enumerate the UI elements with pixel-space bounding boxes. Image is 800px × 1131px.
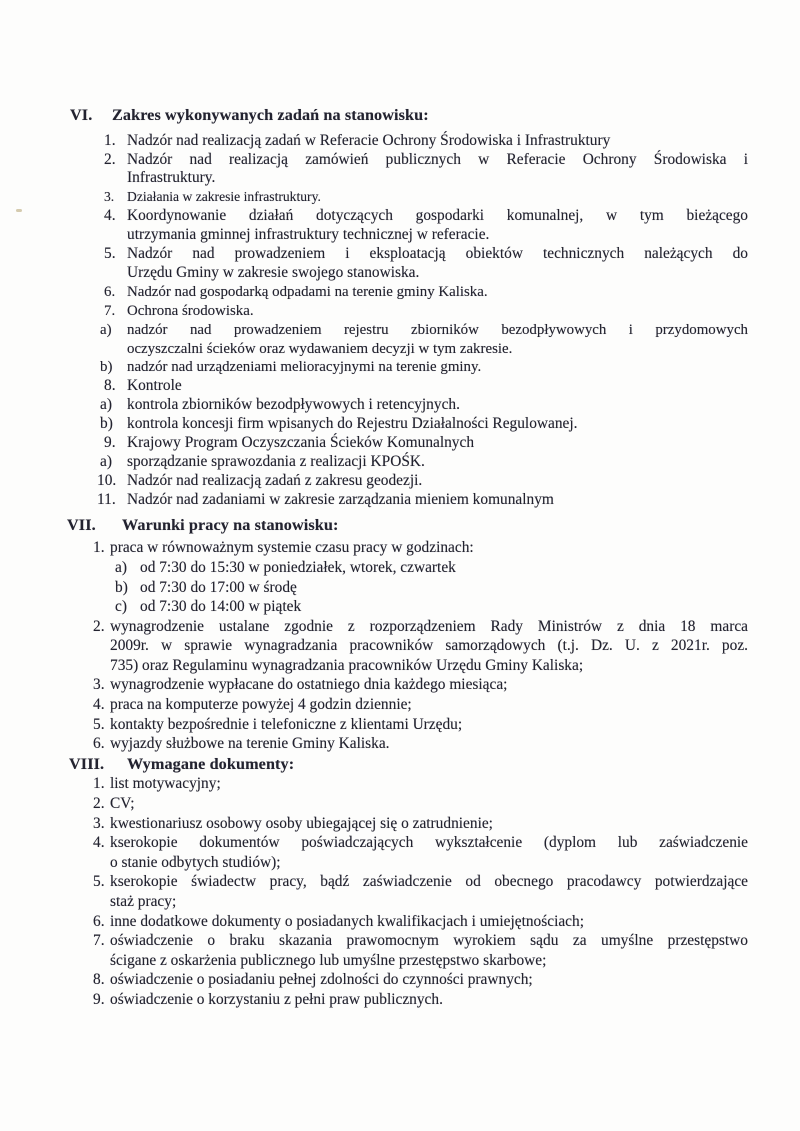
item-marker: 4. [104, 207, 116, 225]
item-line: nadzór nad urządzeniami melioracyjnymi na terenie gminy. [127, 359, 482, 376]
item-marker: 5. [104, 245, 116, 263]
item-line: 2009r. w sprawie wynagradzania pracowników samorządowych (t.j. Dz. U. z 2021r. poz. [110, 637, 748, 655]
item-line: sporządzanie sprawozdania z realizacji KPOŚK. [127, 453, 425, 470]
section-viii [0, 755, 800, 1010]
item-marker: 8. [104, 377, 116, 395]
item-text [127, 245, 748, 283]
item-line: Działania w zakresie infrastruktury. [127, 189, 321, 205]
item-text [110, 912, 748, 932]
item-marker: 9. [93, 990, 105, 1008]
list-item [0, 872, 800, 911]
item-text [127, 434, 748, 453]
section-header [0, 755, 800, 775]
item-text [127, 396, 748, 415]
item-marker: 2. [104, 150, 116, 168]
list-item [0, 774, 800, 794]
item-text [110, 617, 748, 676]
list-item [0, 833, 800, 872]
scan-speck [16, 209, 22, 212]
item-line: kserokopie dokumentów poświadczających wykształcenie (dyplom lub zaświadczenie [110, 834, 748, 852]
item-line: ścigane z oskarżenia publicznego lub umyślne przestępstwo skarbowe; [110, 951, 547, 969]
list-item [0, 358, 800, 377]
list-item [0, 794, 800, 814]
list-item [0, 715, 800, 735]
item-text [110, 538, 748, 558]
item-marker: 7. [93, 932, 105, 950]
item-line: Nadzór nad realizacją zadań z zakresu geodezji. [127, 471, 423, 489]
item-marker: 4. [93, 696, 105, 714]
item-marker: b) [100, 415, 113, 433]
section-numeral: VIII. [69, 754, 105, 773]
item-line: oświadczenie o posiadaniu pełnej zdolności do czynności prawnych; [110, 971, 533, 989]
item-text [127, 283, 748, 302]
list-item [0, 415, 800, 434]
item-text [127, 321, 748, 359]
list-item [0, 207, 800, 245]
list-item [0, 132, 800, 151]
item-line: inne dodatkowe dokumenty o posiadanych kwalifikacjach i umiejętnościach; [110, 912, 584, 930]
list-item [0, 472, 800, 491]
list-item [0, 990, 800, 1010]
item-marker: a) [100, 396, 112, 414]
item-text [110, 990, 748, 1010]
item-text [127, 132, 748, 151]
list-item [0, 538, 800, 558]
item-line: wyjazdy służbowe na terenie Gminy Kaliska. [110, 735, 390, 753]
item-marker: c) [115, 598, 127, 616]
item-text [127, 491, 748, 510]
item-text [127, 358, 748, 377]
list-item [0, 734, 800, 754]
item-text [110, 715, 748, 735]
item-line: Kontrole [127, 377, 182, 395]
item-marker: 6. [93, 912, 105, 930]
item-marker: 2. [93, 795, 105, 813]
section-vii [0, 516, 800, 754]
item-line: kserokopie świadectw pracy, bądź zaświadczenie od obecnego pracodawcy potwierdzające [110, 873, 748, 891]
item-line: utrzymania gminnej infrastruktury technicznej w referacie. [127, 226, 490, 244]
section-items [0, 774, 800, 1009]
item-line: kontrola zbiorników bezodpływowych i retencyjnych. [127, 396, 460, 414]
item-line: CV; [110, 795, 135, 813]
item-line: Urzędu Gminy w zakresie swojego stanowiska. [127, 263, 420, 281]
item-line: Nadzór nad zadaniami w zakresie zarządzania mieniem komunalnym [127, 490, 554, 508]
item-line: Nadzór nad gospodarką odpadami na terenie gminy Kaliska. [127, 283, 488, 300]
section-items [0, 538, 800, 754]
item-marker: a) [100, 321, 112, 338]
section-heading: Warunki pracy na stanowisku: [122, 515, 339, 534]
item-text [110, 774, 748, 794]
section-numeral: VI. [70, 106, 93, 124]
item-marker: 3. [93, 676, 105, 694]
item-line: od 7:30 do 15:30 w poniedziałek, wtorek, czwartek [140, 558, 456, 576]
item-line: oczyszczalni ścieków oraz wydawaniem decyzji w tym zakresie. [127, 340, 513, 357]
item-line: 735) oraz Regulaminu wynagradzania pracowników Urzędu Gminy Kaliska; [110, 656, 584, 674]
item-text [140, 558, 748, 578]
item-line: kwestionariusz osobowy osoby ubiegającej się o zatrudnienie; [110, 814, 493, 832]
item-marker: 6. [104, 283, 116, 300]
item-text [110, 833, 748, 872]
item-line: staż pracy; [110, 893, 177, 910]
list-item [0, 617, 800, 676]
item-line: o stanie odbytych studiów); [110, 853, 281, 871]
list-item [0, 151, 800, 189]
item-text [127, 207, 748, 245]
item-line: kontakty bezpośrednie i telefoniczne z klientami Urzędu; [110, 715, 463, 733]
item-marker: 7. [104, 302, 116, 319]
item-line: Krajowy Program Oczyszczania Ścieków Komunalnych [127, 434, 475, 452]
section-items [0, 132, 800, 510]
list-item [0, 302, 800, 321]
item-text [127, 377, 748, 396]
item-text [110, 695, 748, 715]
item-text [110, 734, 748, 754]
list-item [0, 695, 800, 715]
section-heading: Zakres wykonywanych zadań na stanowisku: [112, 106, 429, 124]
section-vi [0, 106, 800, 510]
item-text [127, 302, 748, 321]
item-text [110, 794, 748, 814]
section-header [0, 516, 800, 536]
list-item [0, 188, 800, 207]
item-marker: 9. [104, 434, 116, 452]
item-marker: 10. [97, 471, 117, 489]
item-text [127, 188, 748, 207]
item-text [110, 814, 748, 834]
item-line: oświadczenie o braku skazania prawomocnym wyrokiem sądu za umyślne przestępstwo [110, 932, 748, 950]
item-line: oświadczenie o korzystaniu z pełni praw publicznych. [110, 990, 443, 1008]
item-line: Nadzór nad prowadzeniem i eksploatacją obiektów technicznych należących do [127, 245, 748, 263]
item-marker: 1. [104, 131, 116, 149]
item-text [127, 472, 748, 491]
item-line: praca na komputerze powyżej 4 godzin dziennie; [110, 696, 412, 714]
item-line: wynagrodzenie ustalane zgodnie z rozporządzeniem Rady Ministrów z dnia 18 marca [110, 617, 748, 635]
item-marker: 8. [93, 971, 105, 989]
item-line: Koordynowanie działań dotyczących gospodarki komunalnej, w tym bieżącego [127, 207, 748, 225]
list-item [0, 597, 800, 617]
list-item [0, 970, 800, 990]
list-item [0, 453, 800, 472]
item-text [140, 578, 748, 598]
item-marker: 4. [93, 834, 105, 852]
item-marker: 5. [93, 715, 105, 733]
list-item [0, 491, 800, 510]
item-line: nadzór nad prowadzeniem rejestru zbiorników bezodpływowych i przydomowych [127, 321, 748, 338]
item-marker: 6. [93, 735, 105, 753]
item-marker: 1. [93, 775, 105, 793]
item-line: praca w równoważnym systemie czasu pracy w godzinach: [110, 539, 474, 557]
list-item [0, 931, 800, 970]
item-marker: b) [115, 578, 128, 596]
item-marker: a) [115, 558, 127, 576]
item-text [127, 415, 748, 434]
item-line: Ochrona środowiska. [127, 302, 254, 319]
item-text [110, 931, 748, 970]
item-line: wynagrodzenie wypłacane do ostatniego dnia każdego miesiąca; [110, 676, 508, 694]
list-item [0, 283, 800, 302]
list-item [0, 377, 800, 396]
item-marker: 11. [97, 490, 116, 508]
section-heading: Wymagane dokumenty: [127, 754, 295, 773]
list-item [0, 558, 800, 578]
list-item [0, 396, 800, 415]
item-text [127, 453, 748, 472]
list-item [0, 675, 800, 695]
item-marker: 3. [93, 814, 105, 832]
item-line: od 7:30 do 14:00 w piątek [140, 598, 302, 616]
item-text [110, 970, 748, 990]
item-line: Infrastruktury. [127, 169, 216, 187]
item-text [110, 675, 748, 695]
item-marker: b) [100, 359, 113, 376]
item-line: od 7:30 do 17:00 w środę [140, 578, 297, 596]
item-marker: 1. [93, 539, 105, 557]
section-header [0, 106, 800, 126]
item-text [127, 151, 748, 189]
list-item [0, 912, 800, 932]
item-marker: 5. [93, 873, 105, 891]
list-item [0, 814, 800, 834]
item-marker: 2. [93, 617, 105, 635]
list-item [0, 434, 800, 453]
item-text [110, 872, 748, 911]
item-line: list motywacyjny; [110, 775, 221, 793]
list-item [0, 321, 800, 359]
item-marker: a) [100, 453, 112, 470]
item-line: Nadzór nad realizacją zadań w Referacie Ochrony Środowiska i Infrastruktury [127, 131, 611, 149]
item-line: Nadzór nad realizacją zamówień publicznych w Referacie Ochrony Środowiska i [127, 150, 748, 168]
list-item [0, 578, 800, 598]
section-numeral: VII. [67, 515, 96, 534]
item-marker: 3. [104, 189, 115, 205]
item-text [140, 597, 748, 617]
list-item [0, 245, 800, 283]
item-line: kontrola koncesji firm wpisanych do Rejestru Działalności Regulowanej. [127, 415, 578, 433]
document-content [0, 106, 800, 1010]
